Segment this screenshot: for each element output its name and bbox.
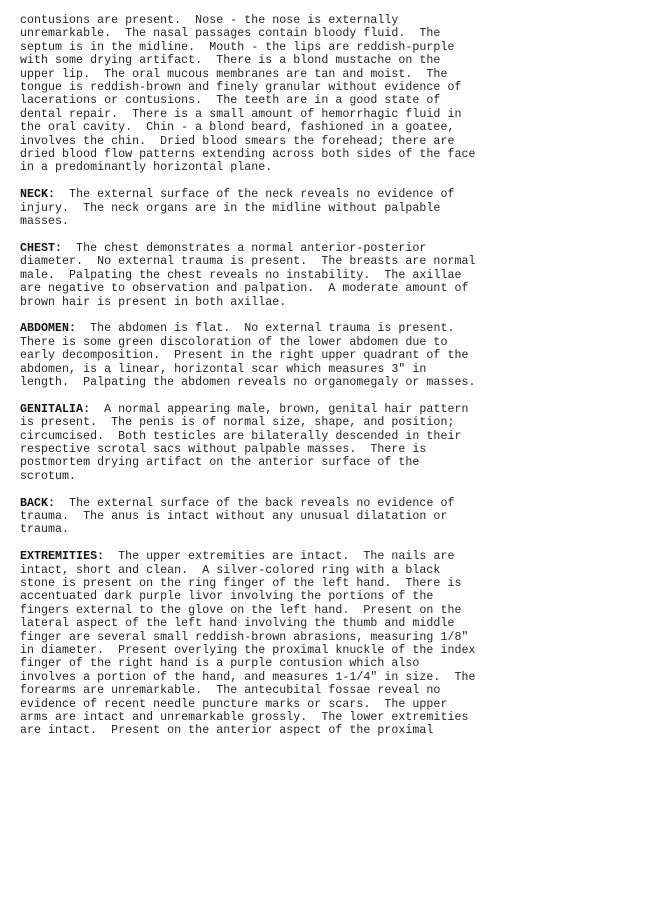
chest-section [20, 242, 632, 309]
text-span: The upper extremities are intact. The nails are [104, 550, 455, 564]
text-line: lacerations or contusions. The teeth are in a good state of [20, 94, 441, 108]
section-heading: ABDOMEN: [20, 322, 77, 336]
text-span: The external surface of the neck reveals no evidence of [55, 188, 455, 202]
text-line: There is some green discoloration of the lower abdomen due to [20, 335, 448, 349]
text-line: diameter. No external trauma is present. The breasts are normal [20, 255, 476, 269]
section-heading: CHEST: [20, 241, 63, 255]
back-section [20, 497, 632, 537]
text-line: masses. [20, 215, 70, 229]
section-heading: GENITALIA: [20, 402, 91, 416]
text-span: The external surface of the back reveals no evidence of [55, 496, 455, 510]
text-line: involves a portion of the hand, and measures 1-1/4" in size. The [20, 670, 476, 684]
text-line: respective scrotal sacs without palpable masses. There is [20, 442, 427, 456]
text-line: forearms are unremarkable. The antecubital fossae reveal no [20, 684, 441, 698]
text-span: A normal appearing male, brown, genital hair pattern [90, 402, 469, 416]
text-line: injury. The neck organs are in the midline without palpable [20, 201, 441, 215]
text-line: with some drying artifact. There is a blond mustache on the [20, 54, 441, 68]
text-span: The abdomen is flat. No external trauma is present. [76, 322, 455, 336]
text-line: male. Palpating the chest reveals no instability. The axillae [20, 268, 462, 282]
text-line: stone is present on the ring finger of the left hand. There is [20, 576, 462, 590]
text-line: finger are several small reddish-brown abrasions, measuring 1/8" [20, 630, 469, 644]
text-line [20, 242, 632, 255]
text-line: are intact. Present on the anterior aspect of the proximal [20, 724, 434, 738]
section-heading: EXTREMITIES: [20, 550, 105, 564]
text-line: unremarkable. The nasal passages contain bloody fluid. The [20, 27, 441, 41]
abdomen-section [20, 322, 632, 389]
text-line: brown hair is present in both axillae. [20, 295, 287, 309]
text-line: involves the chin. Dried blood smears the forehead; there are [20, 134, 455, 148]
text-line: trauma. The anus is intact without any unusual dilatation or [20, 509, 448, 523]
text-line: dried blood flow patterns extending across both sides of the face [20, 148, 476, 162]
text-line: finger of the right hand is a purple contusion which also [20, 657, 420, 671]
genitalia-section [20, 403, 632, 483]
text-line: upper lip. The oral mucous membranes are tan and moist. The [20, 67, 448, 81]
section-heading: BACK: [20, 496, 56, 510]
text-line: contusions are present. Nose - the nose is externally [20, 14, 399, 27]
extremities-section [20, 550, 632, 738]
text-line: circumcised. Both testicles are bilaterally descended in their [20, 429, 462, 443]
text-span: The chest demonstrates a normal anterior-posterior [62, 241, 427, 255]
text-line [20, 188, 632, 201]
text-line: in diameter. Present overlying the proximal knuckle of the index [20, 644, 476, 657]
text-line: trauma. [20, 523, 70, 537]
text-line [20, 550, 632, 563]
text-line: evidence of recent needle puncture marks or scars. The upper [20, 697, 448, 711]
text-line: dental repair. There is a small amount of hemorrhagic fluid in [20, 107, 462, 121]
text-line: in a predominantly horizontal plane. [20, 161, 273, 175]
text-line [20, 403, 632, 416]
section-heading: NECK: [20, 188, 56, 202]
text-line: abdomen, is a linear, horizontal scar which measures 3" in [20, 362, 427, 376]
text-line: fingers external to the glove on the left hand. Present on the [20, 603, 462, 617]
neck-section [20, 188, 632, 228]
text-line: arms are intact and unremarkable grossly. The lower extremities [20, 711, 469, 725]
text-line: lateral aspect of the left hand involving the thumb and middle [20, 617, 455, 631]
text-line [20, 497, 632, 510]
text-line: early decomposition. Present in the right upper quadrant of the [20, 349, 469, 363]
text-line: postmortem drying artifact on the anterior surface of the [20, 456, 420, 470]
text-line: the oral cavity. Chin - a blond beard, fashioned in a goatee, [20, 121, 455, 135]
text-line: are negative to observation and palpation. A moderate amount of [20, 282, 469, 296]
text-line: septum is in the midline. Mouth - the lips are reddish-purple [20, 40, 455, 54]
text-line: length. Palpating the abdomen reveals no organomegaly or masses. [20, 375, 476, 389]
text-line: scrotum. [20, 469, 77, 483]
text-line: tongue is reddish-brown and finely granular without evidence of [20, 81, 462, 95]
text-line: intact, short and clean. A silver-colored ring with a black [20, 563, 441, 577]
text-line: is present. The penis is of normal size, shape, and position; [20, 416, 455, 430]
text-line [20, 322, 632, 335]
text-line: accentuated dark purple livor involving the portions of the [20, 590, 434, 604]
head-exam-paragraph [20, 14, 632, 175]
autopsy-report-page [20, 14, 632, 751]
